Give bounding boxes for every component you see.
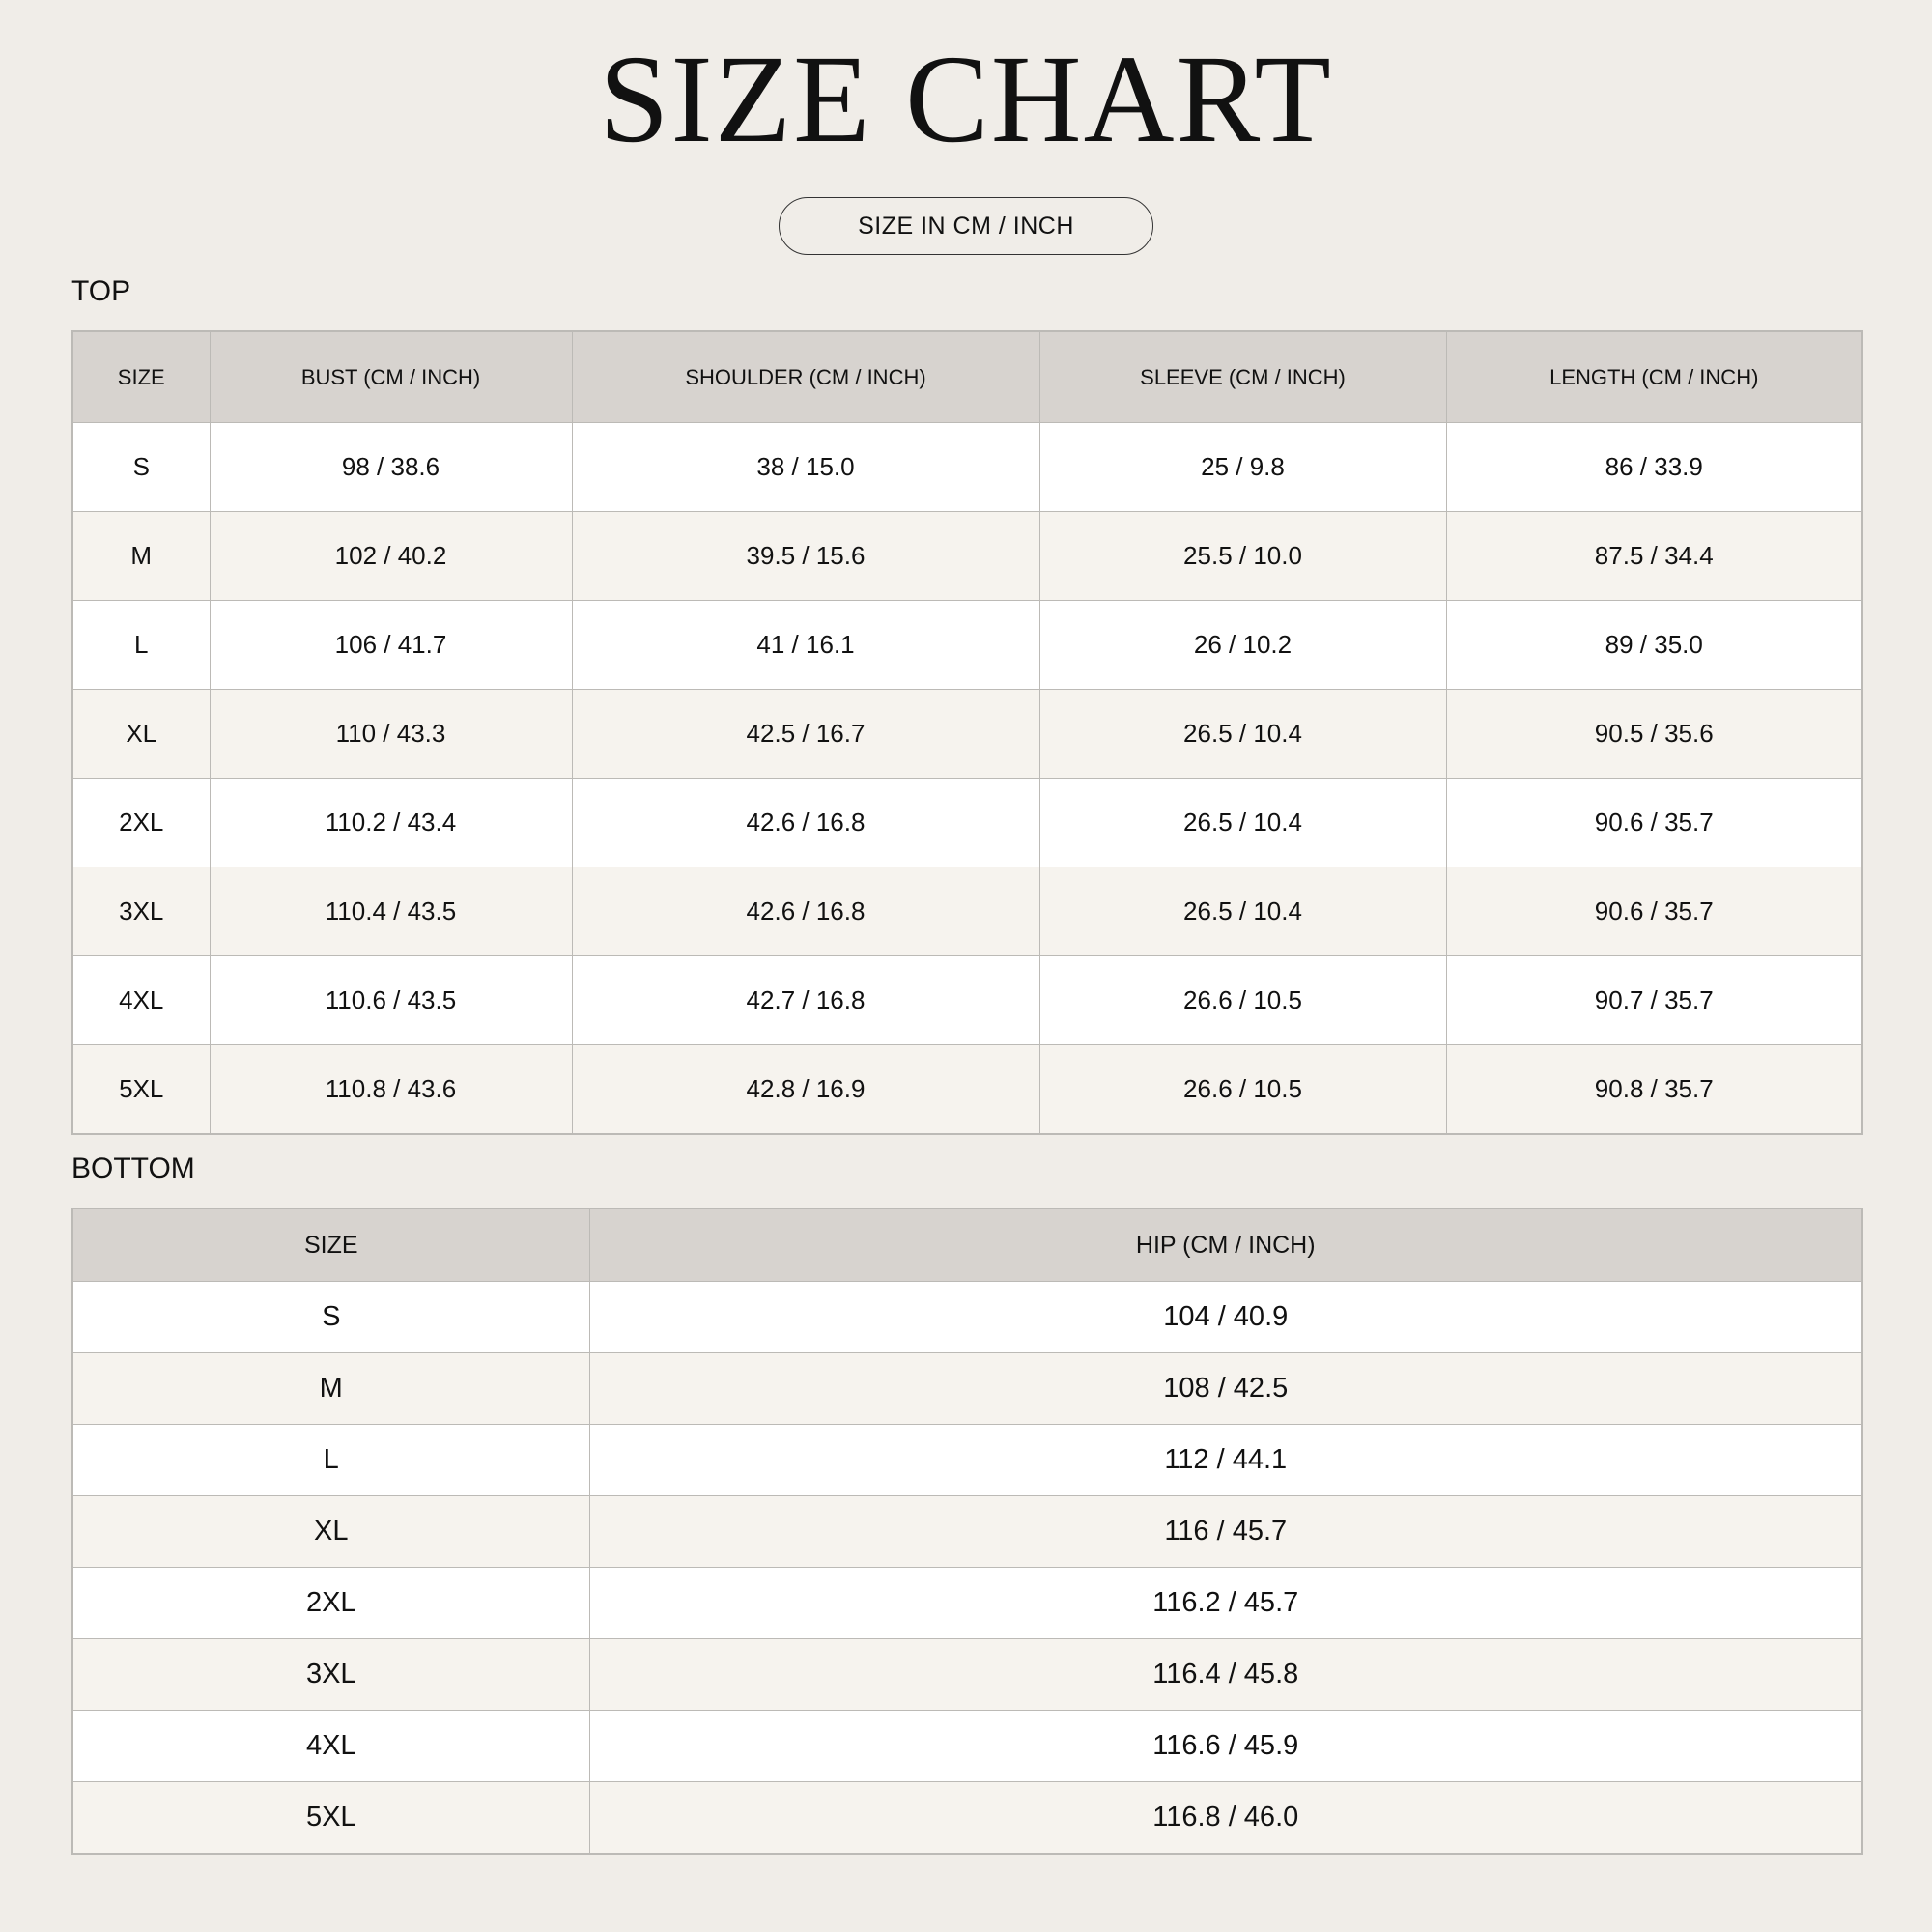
size-cell: 4XL: [72, 1711, 589, 1782]
length-cell: 90.7 / 35.7: [1446, 956, 1862, 1045]
table-row: [72, 1782, 1862, 1855]
table-row: [72, 1639, 1862, 1711]
size-cell: 3XL: [72, 1639, 589, 1711]
bust-cell: 106 / 41.7: [210, 601, 572, 690]
length-cell: 90.6 / 35.7: [1446, 867, 1862, 956]
bust-cell: 110.2 / 43.4: [210, 779, 572, 867]
length-cell: 87.5 / 34.4: [1446, 512, 1862, 601]
bottom-section-label: BOTTOM: [71, 1152, 195, 1184]
size-cell: M: [72, 1353, 589, 1425]
header-size: SIZE: [72, 1208, 589, 1282]
header-shoulder: SHOULDER (CM / INCH): [572, 331, 1039, 423]
bust-cell: 110 / 43.3: [210, 690, 572, 779]
size-cell: L: [72, 1425, 589, 1496]
sleeve-cell: 26 / 10.2: [1039, 601, 1446, 690]
table-row: [72, 1496, 1862, 1568]
unit-note-label: SIZE IN CM / INCH: [858, 212, 1074, 240]
sleeve-cell: 25.5 / 10.0: [1039, 512, 1446, 601]
size-cell: M: [72, 512, 210, 601]
bust-cell: 110.6 / 43.5: [210, 956, 572, 1045]
header-bust: BUST (CM / INCH): [210, 331, 572, 423]
hip-cell: 104 / 40.9: [589, 1282, 1862, 1353]
table-row: [72, 1711, 1862, 1782]
unit-note-badge: [779, 197, 1153, 255]
table-row: [72, 779, 1862, 867]
length-cell: 90.5 / 35.6: [1446, 690, 1862, 779]
shoulder-cell: 42.6 / 16.8: [572, 867, 1039, 956]
length-cell: 90.6 / 35.7: [1446, 779, 1862, 867]
header-sleeve: SLEEVE (CM / INCH): [1039, 331, 1446, 423]
shoulder-cell: 38 / 15.0: [572, 423, 1039, 512]
top-section-label: TOP: [71, 275, 131, 307]
size-cell: XL: [72, 1496, 589, 1568]
table-row: [72, 956, 1862, 1045]
bust-cell: 98 / 38.6: [210, 423, 572, 512]
table-header-row: [72, 331, 1862, 423]
shoulder-cell: 42.6 / 16.8: [572, 779, 1039, 867]
length-cell: 86 / 33.9: [1446, 423, 1862, 512]
length-cell: 89 / 35.0: [1446, 601, 1862, 690]
bust-cell: 110.8 / 43.6: [210, 1045, 572, 1135]
table-header-row: [72, 1208, 1862, 1282]
table-row: [72, 1353, 1862, 1425]
bust-cell: 102 / 40.2: [210, 512, 572, 601]
shoulder-cell: 41 / 16.1: [572, 601, 1039, 690]
header-hip: HIP (CM / INCH): [589, 1208, 1862, 1282]
shoulder-cell: 42.8 / 16.9: [572, 1045, 1039, 1135]
header-length: LENGTH (CM / INCH): [1446, 331, 1862, 423]
sleeve-cell: 25 / 9.8: [1039, 423, 1446, 512]
table-row: [72, 423, 1862, 512]
hip-cell: 116.4 / 45.8: [589, 1639, 1862, 1711]
table-row: [72, 690, 1862, 779]
shoulder-cell: 42.5 / 16.7: [572, 690, 1039, 779]
size-cell: 4XL: [72, 956, 210, 1045]
table-row: [72, 1282, 1862, 1353]
hip-cell: 116.8 / 46.0: [589, 1782, 1862, 1855]
shoulder-cell: 42.7 / 16.8: [572, 956, 1039, 1045]
hip-cell: 116 / 45.7: [589, 1496, 1862, 1568]
size-cell: 2XL: [72, 779, 210, 867]
hip-cell: 108 / 42.5: [589, 1353, 1862, 1425]
hip-cell: 112 / 44.1: [589, 1425, 1862, 1496]
size-cell: S: [72, 1282, 589, 1353]
sleeve-cell: 26.5 / 10.4: [1039, 779, 1446, 867]
table-row: [72, 867, 1862, 956]
size-cell: 3XL: [72, 867, 210, 956]
bottom-size-table: [71, 1208, 1863, 1855]
size-cell: 2XL: [72, 1568, 589, 1639]
table-row: [72, 512, 1862, 601]
size-cell: 5XL: [72, 1045, 210, 1135]
header-size: SIZE: [72, 331, 210, 423]
top-size-table: [71, 330, 1863, 1135]
sleeve-cell: 26.5 / 10.4: [1039, 690, 1446, 779]
table-row: [72, 1045, 1862, 1135]
bust-cell: 110.4 / 43.5: [210, 867, 572, 956]
table-row: [72, 601, 1862, 690]
hip-cell: 116.2 / 45.7: [589, 1568, 1862, 1639]
table-row: [72, 1568, 1862, 1639]
size-cell: 5XL: [72, 1782, 589, 1855]
size-cell: XL: [72, 690, 210, 779]
sleeve-cell: 26.5 / 10.4: [1039, 867, 1446, 956]
page-title: SIZE CHART: [599, 30, 1333, 169]
sleeve-cell: 26.6 / 10.5: [1039, 956, 1446, 1045]
size-cell: L: [72, 601, 210, 690]
sleeve-cell: 26.6 / 10.5: [1039, 1045, 1446, 1135]
table-row: [72, 1425, 1862, 1496]
shoulder-cell: 39.5 / 15.6: [572, 512, 1039, 601]
hip-cell: 116.6 / 45.9: [589, 1711, 1862, 1782]
length-cell: 90.8 / 35.7: [1446, 1045, 1862, 1135]
size-cell: S: [72, 423, 210, 512]
